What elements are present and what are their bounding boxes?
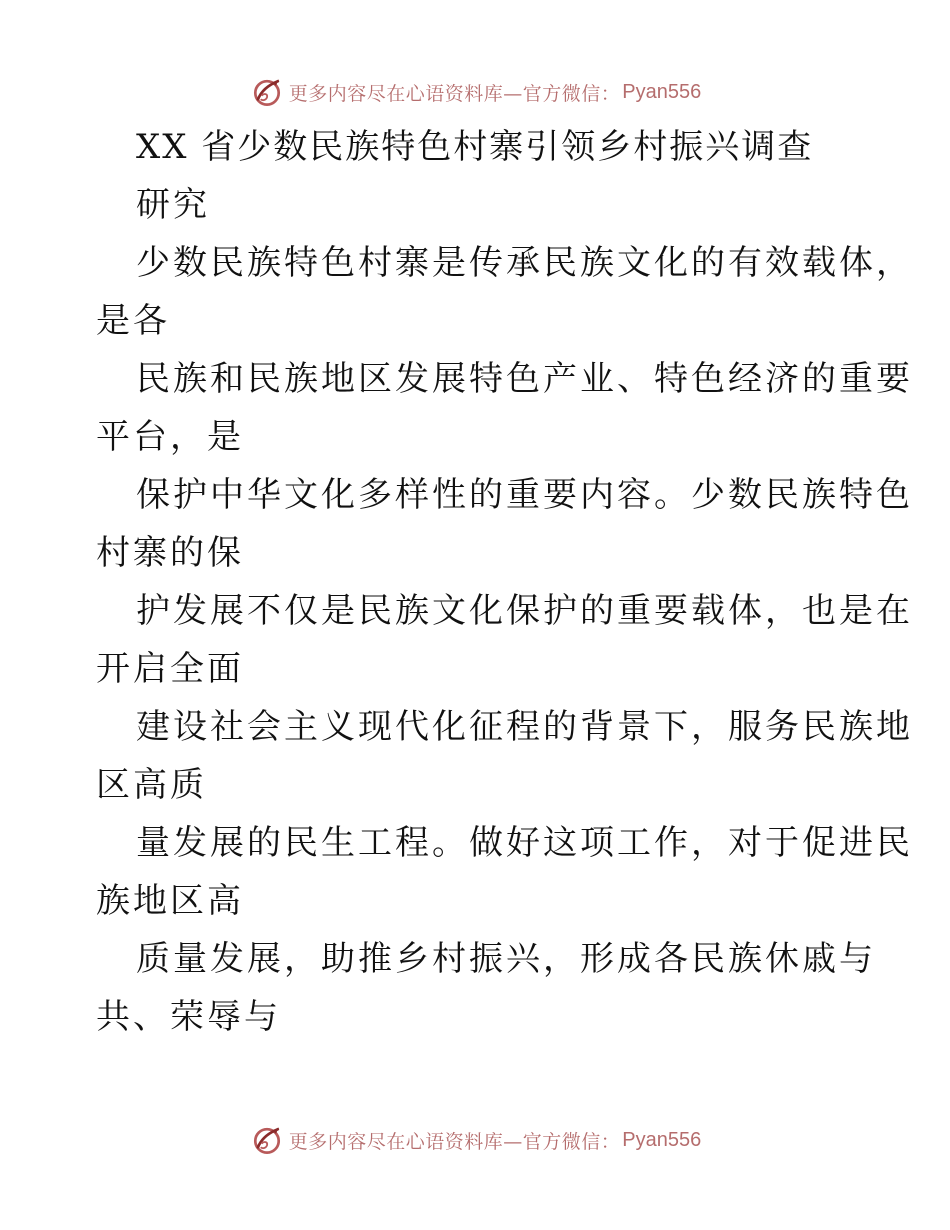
- paragraph-line: 保护中华文化多样性的重要内容。少数民族特色: [136, 475, 913, 515]
- paragraph-line: 平台，是: [96, 417, 244, 457]
- document-title-line-2: 研究: [136, 185, 210, 225]
- watermark-text: 更多内容尽在心语资料库—官方微信：: [288, 1130, 621, 1153]
- paragraph-line: 护发展不仅是民族文化保护的重要载体，也是在: [136, 591, 913, 631]
- paragraph-line: 共、荣辱与: [96, 997, 281, 1037]
- paragraph-line: 民族和民族地区发展特色产业、特色经济的重要: [136, 359, 913, 399]
- document-body: [96, 118, 913, 1046]
- paragraph-line: 质量发展，助推乡村振兴，形成各民族休戚与: [136, 939, 876, 979]
- paragraph-line: 开启全面: [96, 649, 244, 689]
- paragraph-line: 村寨的保: [96, 533, 244, 573]
- footer-watermark: [0, 1120, 950, 1160]
- paragraph-line: 少数民族特色村寨是传承民族文化的有效载体，: [136, 243, 913, 283]
- document-title-line-1: XX 省少数民族特色村寨引领乡村振兴调查: [136, 127, 814, 167]
- heart-pen-logo-icon: [249, 74, 285, 110]
- paragraph-line: 族地区高: [96, 881, 244, 921]
- watermark-text: 更多内容尽在心语资料库—官方微信：: [288, 82, 621, 105]
- paragraph-line: 区高质: [96, 765, 207, 805]
- watermark-wechat-id: Pyan556: [622, 80, 702, 103]
- watermark-wechat-id: Pyan556: [622, 1128, 702, 1151]
- paragraph-line: 是各: [96, 301, 170, 341]
- paragraph-line: 量发展的民生工程。做好这项工作，对于促进民: [136, 823, 913, 863]
- heart-pen-logo-icon: [249, 1122, 285, 1158]
- paragraph-line: 建设社会主义现代化征程的背景下，服务民族地: [136, 707, 913, 747]
- header-watermark: [0, 72, 950, 112]
